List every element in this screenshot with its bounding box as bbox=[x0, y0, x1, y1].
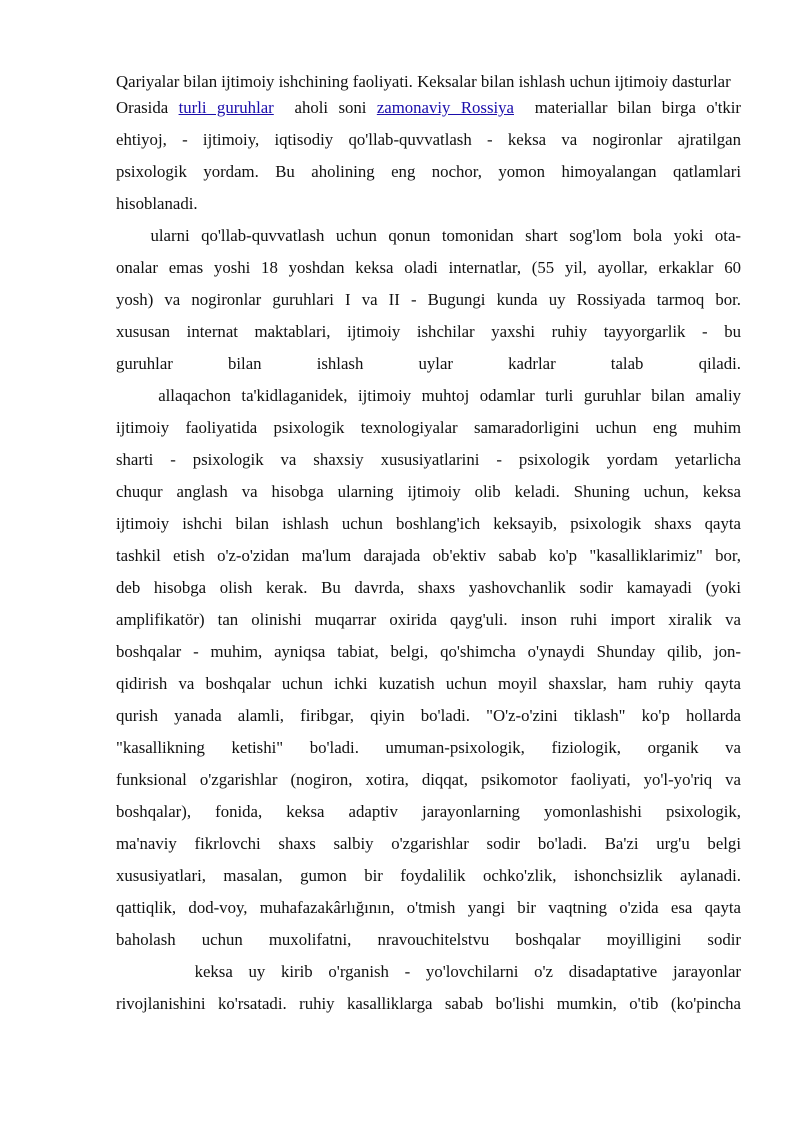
link-turli-guruhlar[interactable]: turli guruhlar bbox=[178, 98, 274, 117]
text-line: qidirish va boshqalar uchun ichki kuzatish uchun moyil shaxslar, ham ruhiy qayta bbox=[116, 674, 741, 693]
text-line: tashkil etish o'z-o'zidan ma'lum darajada ob'ektiv sabab ko'p "kasalliklarimiz" bor, bbox=[116, 546, 741, 565]
text-fragment: materiallar bilan birga o'tkir bbox=[513, 98, 742, 117]
paragraph-2 bbox=[116, 220, 741, 380]
text-line: qurish yanada alamli, firibgar, qiyin bo'ladi. "O'z-o'zini tiklash" ko'p hollarda bbox=[116, 706, 741, 725]
text-line: ijtimoiy faoliyatida psixologik texnologiyalar samaradorligini uchun eng muhim bbox=[116, 418, 741, 437]
text-line: ularni qo'llab-quvvatlash uchun qonun tomonidan shart sog'lom bola yoki ota- bbox=[116, 226, 741, 245]
text-line: "kasallikning ketishi" bo'ladi. umuman-psixologik, fiziologik, organik va bbox=[116, 738, 741, 757]
text-line: chuqur anglash va hisobga ularning ijtimoiy olib keladi. Shuning uchun, keksa bbox=[116, 482, 741, 501]
document-title: Qariyalar bilan ijtimoiy ishchining faoliyati. Keksalar bilan ishlash uchun ijtimoiy dasturlar bbox=[116, 72, 731, 91]
document-page bbox=[116, 72, 741, 1020]
text-line: baholash uchun muxolifatni, nravouchitelstvu boshqalar moyilligini sodir bbox=[116, 930, 741, 949]
text-line: funksional o'zgarishlar (nogiron, xotira, diqqat, psikomotor faoliyati, yo'l-yo'riq va bbox=[116, 770, 741, 789]
text-line: hisoblanadi. bbox=[116, 194, 198, 213]
text-line bbox=[116, 92, 741, 124]
text-line: onalar emas yoshi 18 yoshdan keksa oladi internatlar, (55 yil, ayollar, erkaklar 60 bbox=[116, 258, 741, 277]
text-line: amplifikatör) tan olinishi muqarrar oxirida qayg'uli. inson ruhi import xiralik va bbox=[116, 610, 741, 629]
paragraph-1 bbox=[116, 92, 741, 220]
text-line: sharti - psixologik va shaxsiy xususiyatlarini - psixologik yordam yetarlicha bbox=[116, 450, 741, 469]
paragraph-3 bbox=[116, 380, 741, 1020]
text-line: rivojlanishini ko'rsatadi. ruhiy kasalliklarga sabab bo'lishi mumkin, o'tib (ko'pincha bbox=[116, 994, 741, 1013]
text-line: xususiyatlari, masalan, gumon bir foydalilik ochko'zlik, ishonchsizlik aylanadi. bbox=[116, 866, 741, 885]
text-line: yosh) va nogironlar guruhlari I va II - Bugungi kunda uy Rossiyada tarmoq bor. bbox=[116, 290, 741, 309]
text-line: boshqalar - muhim, ayniqsa tabiat, belgi, qo'shimcha o'ynaydi Shunday qilib, jon- bbox=[116, 642, 741, 661]
text-line: ijtimoiy ishchi bilan ishlash uchun boshlang'ich keksayib, psixologik shaxs qayta bbox=[116, 514, 741, 533]
text-line: xususan internat maktablari, ijtimoiy ishchilar yaxshi ruhiy tayyorgarlik - bu bbox=[116, 322, 741, 341]
text-line: ehtiyoj, - ijtimoiy, iqtisodiy qo'llab-quvvatlash - keksa va nogironlar ajratilgan bbox=[116, 130, 741, 149]
text-line: ma'naviy fikrlovchi shaxs salbiy o'zgarishlar sodir bo'ladi. Ba'zi urg'u belgi bbox=[116, 834, 741, 853]
text-line: qattiqlik, dod-voy, muhafazakârlığının, o'tmish yangi bir vaqtning o'zida esa qayta bbox=[116, 898, 741, 917]
text-fragment: aholi soni bbox=[273, 98, 377, 117]
text-line: allaqachon ta'kidlaganidek, ijtimoiy muhtoj odamlar turli guruhlar bilan amaliy bbox=[116, 386, 741, 405]
text-line: deb hisobga olish kerak. Bu davrda, shaxs yashovchanlik sodir kamayadi (yoki bbox=[116, 578, 741, 597]
text-fragment: Orasida bbox=[116, 98, 179, 117]
text-line: psixologik yordam. Bu aholining eng nochor, yomon himoyalangan qatlamlari bbox=[116, 162, 741, 181]
link-zamonaviy-rossiya[interactable]: zamonaviy Rossiya bbox=[376, 98, 514, 117]
text-line: boshqalar), fonida, keksa adaptiv jarayonlarning yomonlashishi psixologik, bbox=[116, 802, 741, 821]
text-line: guruhlar bilan ishlash uylar kadrlar talab qiladi. bbox=[116, 354, 741, 373]
text-line: keksa uy kirib o'rganish - yo'lovchilarni o'z disadaptative jarayonlar bbox=[116, 962, 741, 981]
